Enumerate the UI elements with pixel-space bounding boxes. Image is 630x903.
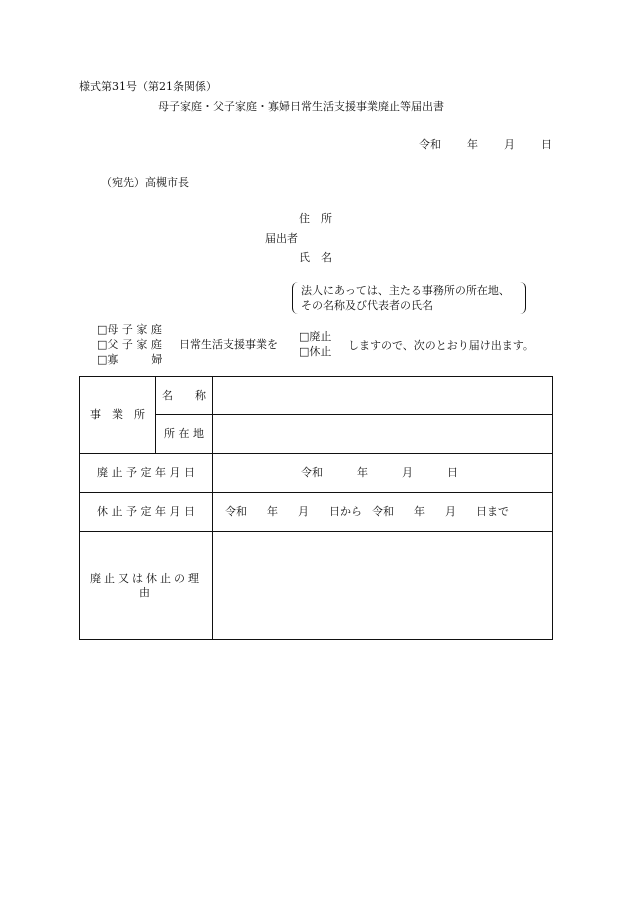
reason-label: 廃止又は休止の理由 xyxy=(80,532,213,640)
addressee: （宛先）高槻市長 xyxy=(101,176,189,189)
option-family-mother[interactable]: □母 子 家 庭 xyxy=(97,323,162,336)
corporate-note xyxy=(292,282,526,314)
option-action-abolish[interactable]: □廃止 xyxy=(299,330,332,343)
reason-field[interactable] xyxy=(213,532,553,640)
closing-text: しますので、次のとおり届け出ます。 xyxy=(348,339,534,352)
table-row xyxy=(80,532,553,640)
business-label: 日常生活支援事業を xyxy=(179,338,278,351)
form-number: 様式第31号（第21条関係） xyxy=(79,80,217,93)
option-family-father[interactable]: □父 子 家 庭 xyxy=(97,338,162,351)
office-name-label: 名 称 xyxy=(156,377,213,415)
office-label: 事 業 所 xyxy=(80,377,156,454)
business-info-table xyxy=(79,376,553,640)
table-row xyxy=(80,377,553,415)
suspend-date-field[interactable]: 令和 年 月 日から 令和 年 月 日まで xyxy=(213,493,553,532)
option-family-widow[interactable]: □寡 婦 xyxy=(97,353,163,366)
table-row xyxy=(80,454,553,493)
date-month: 月 xyxy=(504,138,515,151)
notifier-name-label: 氏 名 xyxy=(299,251,332,264)
office-name-field[interactable] xyxy=(213,377,553,415)
notifier-role-label: 届出者 xyxy=(265,232,298,245)
abolish-date-field[interactable]: 令和 年 月 日 xyxy=(213,454,553,493)
table-row xyxy=(80,493,553,532)
suspend-date-label: 休 止 予 定 年 月 日 xyxy=(80,493,213,532)
date-day: 日 xyxy=(541,138,552,151)
submission-date xyxy=(419,138,552,151)
date-year: 年 xyxy=(467,138,478,151)
abolish-date-label: 廃 止 予 定 年 月 日 xyxy=(80,454,213,493)
office-location-field[interactable] xyxy=(213,415,553,454)
notifier-address-label: 住 所 xyxy=(299,212,332,225)
date-era: 令和 xyxy=(419,138,441,151)
document-title: 母子家庭・父子家庭・寡婦日常生活支援事業廃止等届出書 xyxy=(158,100,444,113)
corporate-note-line1: 法人にあっては、主たる事務所の所在地、 xyxy=(301,284,510,297)
corporate-note-line2: その名称及び代表者の氏名 xyxy=(301,299,433,312)
office-location-label: 所 在 地 xyxy=(156,415,213,454)
option-action-suspend[interactable]: □休止 xyxy=(299,345,332,358)
